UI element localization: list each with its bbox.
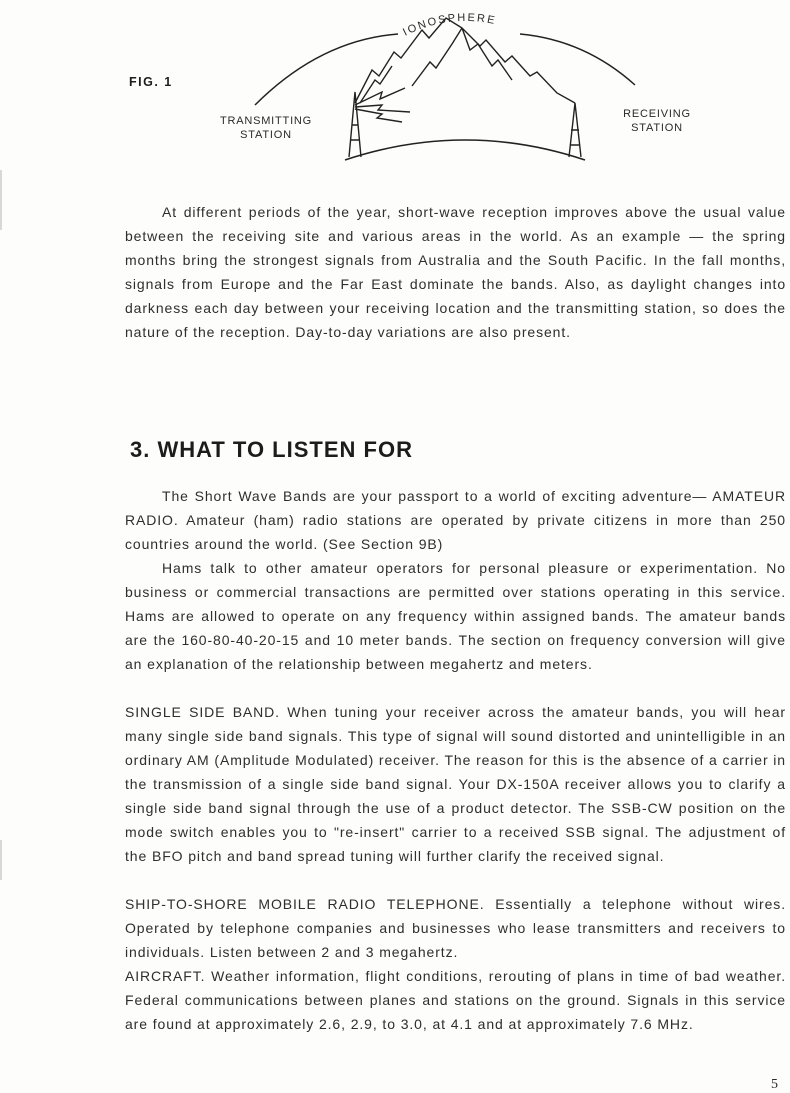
ionosphere-label: IONOSPHERE [401, 11, 498, 39]
earth-curve [345, 140, 585, 160]
paragraph-aircraft: AIRCRAFT. Weather information, flight conditions, rerouting of plans in time of bad weather. Federal communications between planes and stations on the ground. Signals in this service are found at approximately 2.6, 2.9, to 3.0, at 4.1 and at approximately 7.6 MHz. [125, 968, 786, 1032]
receiving-station-label-line-2: STATION [631, 122, 683, 134]
page-number: 5 [771, 1077, 778, 1092]
paragraph-short-wave-bands: The Short Wave Bands are your passport to a world of exciting adventure— AMATEUR RADIO. Amateur (ham) radio stations are operated by private citizens in more than 250 countries around the world. (See Section 9B) [125, 488, 786, 552]
transmitting-station-label-line-1: TRANSMITTING [219, 115, 313, 127]
scan-edge-mark-top [0, 170, 2, 230]
figure-label: FIG. 1 [129, 75, 173, 89]
section-heading: 3. WHAT TO LISTEN FOR [130, 437, 413, 462]
transmitting-station-label [205, 114, 327, 142]
ionosphere-arc-right [520, 34, 635, 85]
sky-wave-zigzag [355, 18, 575, 103]
ionosphere-propagation-figure [0, 0, 790, 170]
paragraph-hams: Hams talk to other amateur operators for personal pleasure or experimentation. No business or commercial transactions are permitted over stations operating in this service. Hams are allowed to operate on any frequency within assigned bands. The amateur bands are the 160-80-40-20-15 and 10 meter bands. The section on frequency conversion will give an explanation of the relationship between megahertz and meters. [125, 560, 786, 672]
ground-wave-zigzag [355, 88, 410, 122]
receiving-tower-icon [569, 103, 581, 157]
receiving-station-label-line-1: RECEIVING [623, 108, 691, 120]
scan-edge-mark-bottom [0, 840, 2, 880]
paragraph-ship-to-shore: SHIP-TO-SHORE MOBILE RADIO TELEPHONE. Essentially a telephone without wires. Operated by telephone companies and businesses who lease transmitters and receivers to individuals. Listen between 2 and 3 megahertz. [125, 896, 786, 960]
paragraph-seasonal-reception: At different periods of the year, short-wave reception improves above the usual value between the receiving site and various areas in the world. As an example — the spring months bring the strongest signals from Australia and the South Pacific. In the fall months, signals from Europe and the Far East dominate the bands. Also, as daylight changes into darkness each day between your receiving location and the transmitting station, so does the nature of the reception. Day-to-day variations are also present. [125, 204, 786, 340]
receiving-station-label [600, 107, 714, 135]
transmitting-station-label-line-2: STATION [240, 129, 292, 141]
paragraph-single-side-band: SINGLE SIDE BAND. When tuning your receiver across the amateur bands, you will hear many single side band signals. This type of signal will sound distorted and unintelligible in an ordinary AM (Amplitude Modulated) receiver. The reason for this is the absence of a carrier in the transmission of a single side band signal. Your DX-150A receiver allows you to clarify a single side band signal through the use of a product detector. The SSB-CW position on the mode switch enables you to "re-insert" carrier to a received SSB signal. The adjustment of the BFO pitch and band spread tuning will further clarify the received signal. [125, 704, 786, 864]
